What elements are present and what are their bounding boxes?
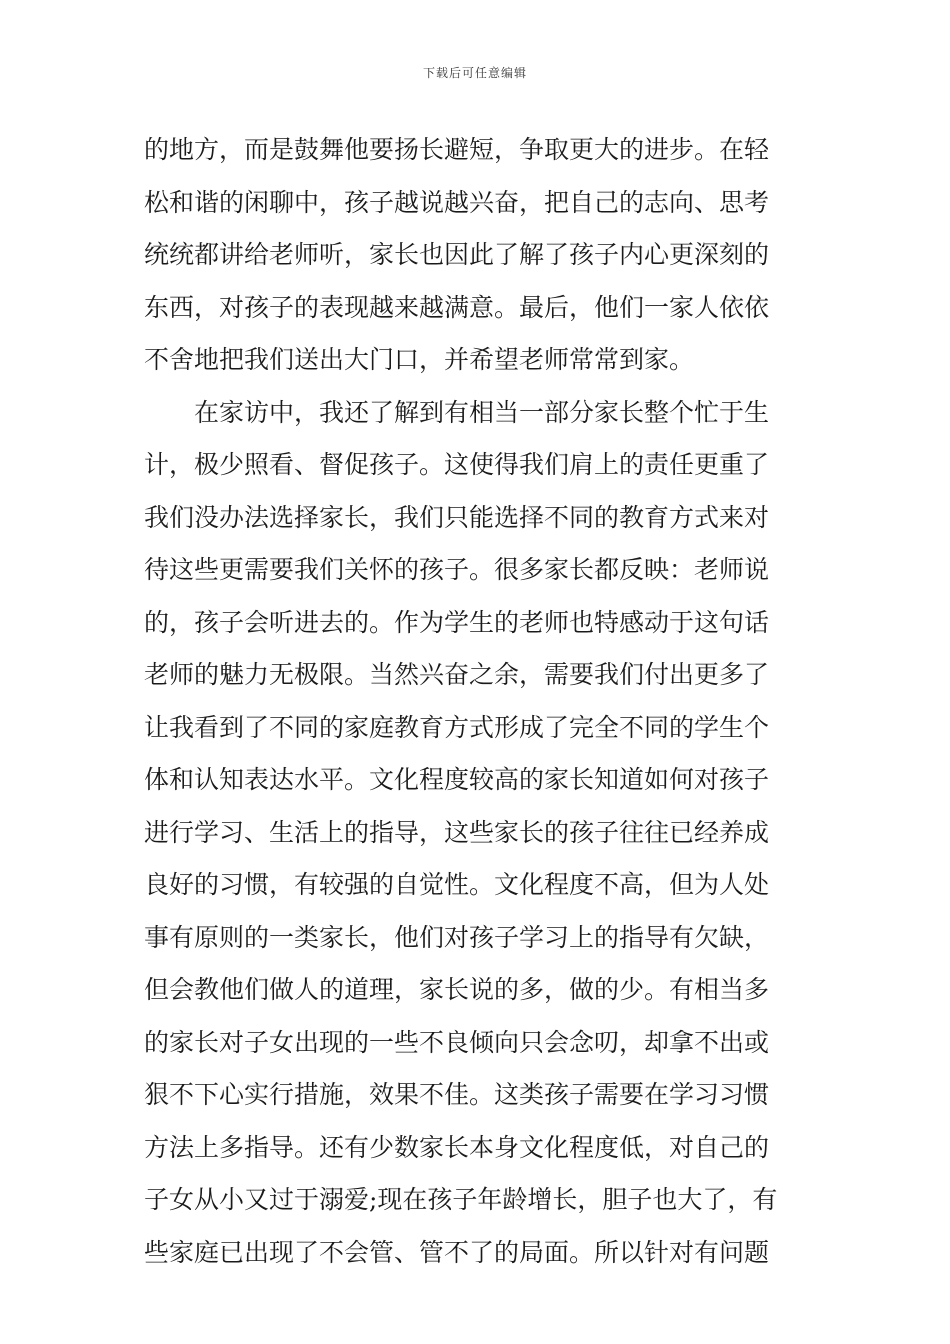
text-line: 计，极少照看、督促孩子。这使得我们肩上的责任更重了 xyxy=(144,450,770,479)
body-text xyxy=(144,124,808,1279)
text-line: 狠不下心实行措施，效果不佳。这类孩子需要在学习习惯 xyxy=(144,1080,770,1109)
text-line: 东西，对孩子的表现越来越满意。最后，他们一家人依依 xyxy=(144,292,770,322)
text-line: 些家庭已出现了不会管、管不了的局面。所以针对有问题 xyxy=(144,1237,770,1267)
text-line: 但会教他们做人的道理，家长说的多，做的少。有相当多 xyxy=(144,975,770,1004)
text-line: 方法上多指导。还有少数家长本身文化程度低，对自己的 xyxy=(144,1132,770,1162)
header-note: 下载后可任意编辑 xyxy=(422,66,527,80)
text-line: 的地方，而是鼓舞他要扬长避短，争取更大的进步。在轻 xyxy=(144,135,770,164)
text-line: 我们没办法选择家长，我们只能选择不同的教育方式来对 xyxy=(144,502,770,532)
text-line: 松和谐的闲聊中，孩子越说越兴奋，把自己的志向、思考 xyxy=(144,187,770,217)
text-line: 良好的习惯，有较强的自觉性。文化程度不高，但为人处 xyxy=(144,870,770,899)
text-line: 不舍地把我们送出大门口，并希望老师常常到家。 xyxy=(144,345,695,374)
text-line: 让我看到了不同的家庭教育方式形成了完全不同的学生个 xyxy=(144,712,770,742)
text-line: 的家长对子女出现的一些不良倾向只会念叨，却拿不出或 xyxy=(144,1027,770,1057)
text-line: 老师的魅力无极限。当然兴奋之余，需要我们付出更多了 xyxy=(144,660,770,689)
paragraph-start-line: 在家访中，我还了解到有相当一部分家长整个忙于生 xyxy=(194,397,770,427)
text-line: 事有原则的一类家长，他们对孩子学习上的指导有欠缺， xyxy=(144,922,770,952)
text-line: 的，孩子会听进去的。作为学生的老师也特感动于这句话 xyxy=(144,607,770,637)
text-line: 体和认知表达水平。文化程度较高的家长知道如何对孩子 xyxy=(144,765,770,794)
text-line: 待这些更需要我们关怀的孩子。很多家长都反映：老师说 xyxy=(144,555,770,584)
text-line: 统统都讲给老师听，家长也因此了解了孩子内心更深刻的 xyxy=(144,240,770,269)
text-line: 进行学习、生活上的指导，这些家长的孩子往往已经养成 xyxy=(144,817,770,847)
text-line: 子女从小又过于溺爱;现在孩子年龄增长，胆子也大了，有 xyxy=(144,1185,778,1214)
